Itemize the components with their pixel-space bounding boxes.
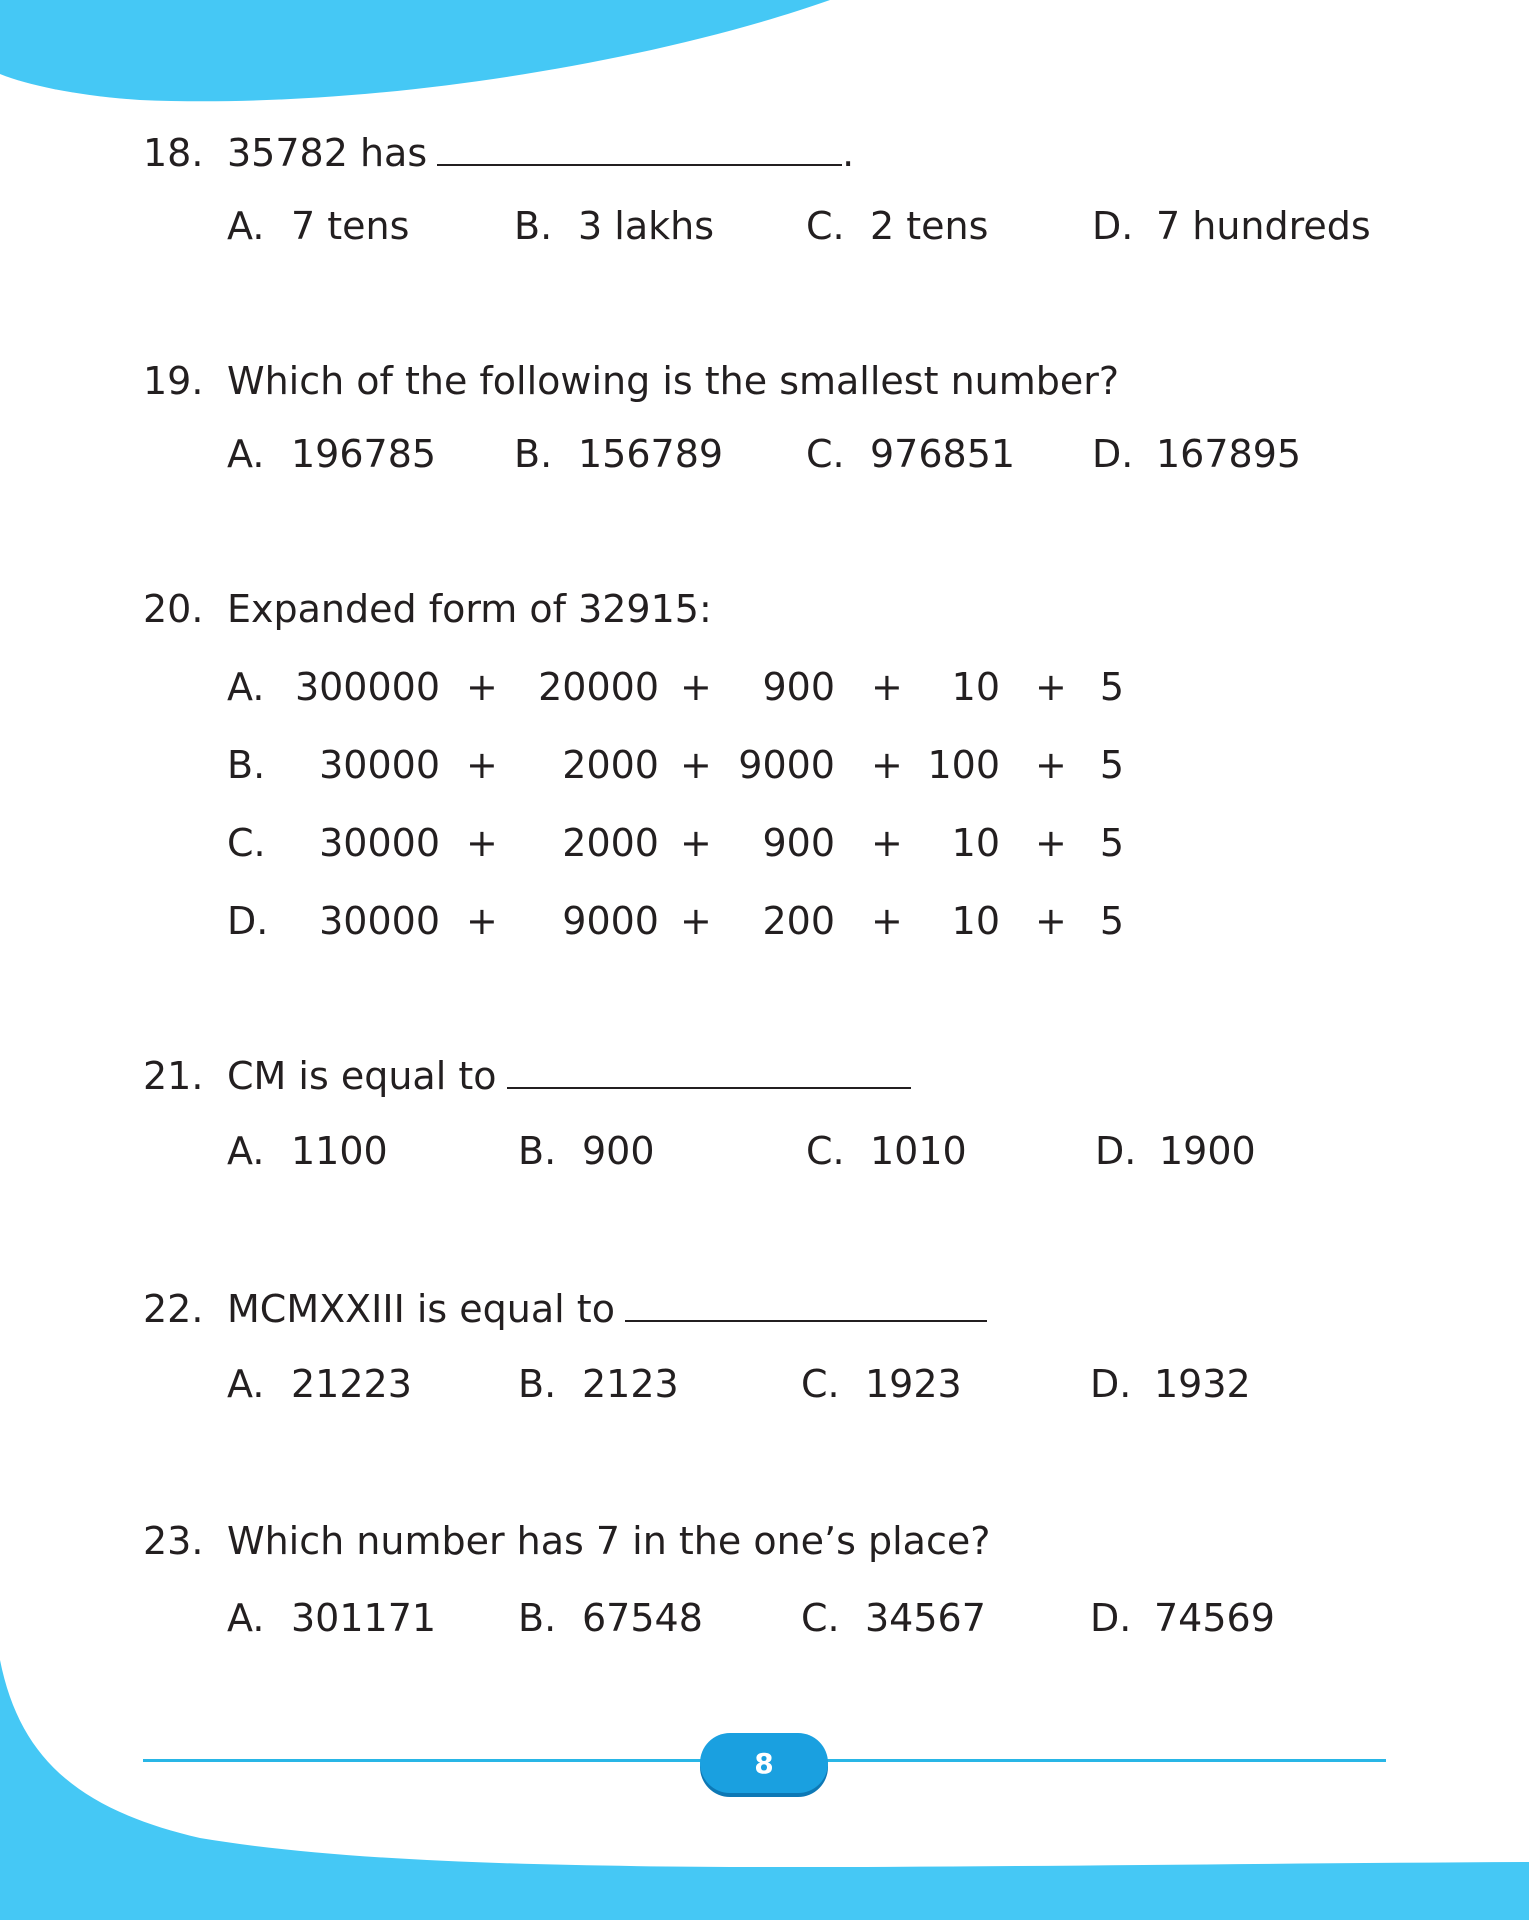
expanded-term: 30000 — [319, 899, 440, 943]
option-c[interactable] — [801, 1361, 962, 1407]
plus-sign: + — [1035, 899, 1067, 943]
plus-sign: + — [680, 821, 712, 865]
option-b[interactable] — [518, 1595, 703, 1641]
option-b[interactable] — [518, 1128, 655, 1174]
option-c[interactable] — [801, 1595, 986, 1641]
expanded-option-a[interactable] — [0, 664, 1529, 710]
question-number: 19. — [143, 359, 204, 403]
option-text: 1932 — [1154, 1362, 1251, 1406]
plus-sign: + — [680, 899, 712, 943]
question-number: 18. — [143, 131, 204, 175]
question-text: Which number has 7 in the one’s place? — [227, 1519, 991, 1563]
option-letter: A. — [227, 1362, 265, 1406]
option-text: 976851 — [870, 432, 1016, 476]
question-number: 21. — [143, 1054, 204, 1098]
footer-rule-right — [825, 1759, 1386, 1762]
option-letter: C. — [806, 432, 845, 476]
expanded-term: 9000 — [562, 899, 659, 943]
option-letter: D. — [1090, 1596, 1132, 1640]
option-text: 21223 — [291, 1362, 412, 1406]
expanded-term: 100 — [927, 743, 1000, 787]
expanded-term: 2000 — [562, 743, 659, 787]
question-number: 23. — [143, 1519, 204, 1563]
option-text: 156789 — [578, 432, 724, 476]
expanded-term: 30000 — [319, 821, 440, 865]
plus-sign: + — [871, 743, 903, 787]
expanded-term: 300000 — [294, 665, 440, 709]
plus-sign: + — [466, 899, 498, 943]
expanded-term: 9000 — [738, 743, 835, 787]
option-letter: A. — [227, 1129, 265, 1173]
option-text: 2123 — [582, 1362, 679, 1406]
expanded-term: 10 — [951, 665, 1000, 709]
option-letter: B. — [514, 204, 553, 248]
option-letter: C. — [227, 821, 266, 865]
plus-sign: + — [1035, 821, 1067, 865]
option-d[interactable] — [1090, 1595, 1275, 1641]
option-text: 301171 — [291, 1596, 437, 1640]
option-letter: B. — [227, 743, 266, 787]
option-text: 900 — [582, 1129, 655, 1173]
question-text — [227, 1286, 987, 1332]
option-text: 1100 — [291, 1129, 388, 1173]
option-letter: B. — [518, 1596, 557, 1640]
option-letter: D. — [1090, 1362, 1132, 1406]
plus-sign: + — [1035, 743, 1067, 787]
expanded-term: 30000 — [319, 743, 440, 787]
plus-sign: + — [466, 665, 498, 709]
option-text: 7 hundreds — [1156, 204, 1371, 248]
option-a[interactable] — [227, 1361, 412, 1407]
question-number: 22. — [143, 1287, 204, 1331]
option-text: 196785 — [291, 432, 437, 476]
plus-sign: + — [1035, 665, 1067, 709]
option-text: 167895 — [1156, 432, 1302, 476]
expanded-option-c[interactable] — [0, 820, 1529, 866]
option-letter: B. — [518, 1129, 557, 1173]
option-text: 74569 — [1154, 1596, 1275, 1640]
option-text: 2 tens — [870, 204, 989, 248]
plus-sign: + — [871, 899, 903, 943]
expanded-term: 5 — [1099, 821, 1124, 865]
plus-sign: + — [871, 821, 903, 865]
option-text: 1900 — [1159, 1129, 1256, 1173]
option-text: 34567 — [865, 1596, 986, 1640]
option-a[interactable] — [227, 431, 436, 477]
question-number: 20. — [143, 587, 204, 631]
question-text — [227, 130, 854, 176]
option-d[interactable] — [1095, 1128, 1256, 1174]
option-a[interactable] — [227, 203, 409, 249]
page-number-badge — [700, 1733, 828, 1793]
expanded-term: 10 — [951, 899, 1000, 943]
option-letter: A. — [227, 204, 265, 248]
option-letter: C. — [806, 1129, 845, 1173]
answer-blank[interactable] — [625, 1288, 987, 1322]
expanded-term: 900 — [762, 821, 835, 865]
top-wave-decoration — [0, 0, 830, 101]
expanded-option-b[interactable] — [0, 742, 1529, 788]
option-b[interactable] — [514, 203, 714, 249]
expanded-term: 20000 — [538, 665, 659, 709]
expanded-term: 5 — [1099, 899, 1124, 943]
option-c[interactable] — [806, 431, 1015, 477]
option-d[interactable] — [1090, 1361, 1251, 1407]
option-letter: B. — [514, 432, 553, 476]
option-d[interactable] — [1092, 431, 1301, 477]
option-b[interactable] — [514, 431, 723, 477]
answer-blank[interactable] — [437, 132, 842, 166]
question-text — [227, 1053, 911, 1099]
plus-sign: + — [466, 821, 498, 865]
option-letter: D. — [1092, 432, 1134, 476]
option-c[interactable] — [806, 203, 988, 249]
option-letter: A. — [227, 1596, 265, 1640]
option-letter: C. — [801, 1596, 840, 1640]
question-prompt: CM is equal to — [227, 1054, 497, 1098]
question-text: Which of the following is the smallest number? — [227, 359, 1120, 403]
expanded-term: 200 — [762, 899, 835, 943]
option-c[interactable] — [806, 1128, 967, 1174]
question-period: . — [842, 131, 855, 175]
option-letter: A. — [227, 665, 265, 709]
option-letter: D. — [1095, 1129, 1137, 1173]
option-text: 67548 — [582, 1596, 703, 1640]
option-b[interactable] — [518, 1361, 679, 1407]
expanded-term: 5 — [1099, 743, 1124, 787]
option-letter: B. — [518, 1362, 557, 1406]
option-a[interactable] — [227, 1595, 436, 1641]
expanded-term: 5 — [1099, 665, 1124, 709]
expanded-option-d[interactable] — [0, 898, 1529, 944]
page-number: 8 — [754, 1746, 774, 1780]
option-text: 3 lakhs — [578, 204, 714, 248]
expanded-term: 900 — [762, 665, 835, 709]
option-text: 7 tens — [291, 204, 410, 248]
plus-sign: + — [466, 743, 498, 787]
option-text: 1923 — [865, 1362, 962, 1406]
question-prompt: 35782 has — [227, 131, 428, 175]
option-letter: C. — [806, 204, 845, 248]
option-text: 1010 — [870, 1129, 967, 1173]
plus-sign: + — [680, 743, 712, 787]
question-text: Expanded form of 32915: — [227, 587, 712, 631]
option-letter: C. — [801, 1362, 840, 1406]
footer-rule-left — [143, 1759, 703, 1762]
option-letter: D. — [1092, 204, 1134, 248]
option-d[interactable] — [1092, 203, 1371, 249]
expanded-term: 10 — [951, 821, 1000, 865]
answer-blank[interactable] — [507, 1055, 911, 1089]
plus-sign: + — [680, 665, 712, 709]
option-letter: A. — [227, 432, 265, 476]
question-prompt: MCMXXIII is equal to — [227, 1287, 615, 1331]
option-letter: D. — [227, 899, 269, 943]
plus-sign: + — [871, 665, 903, 709]
option-a[interactable] — [227, 1128, 388, 1174]
expanded-term: 2000 — [562, 821, 659, 865]
